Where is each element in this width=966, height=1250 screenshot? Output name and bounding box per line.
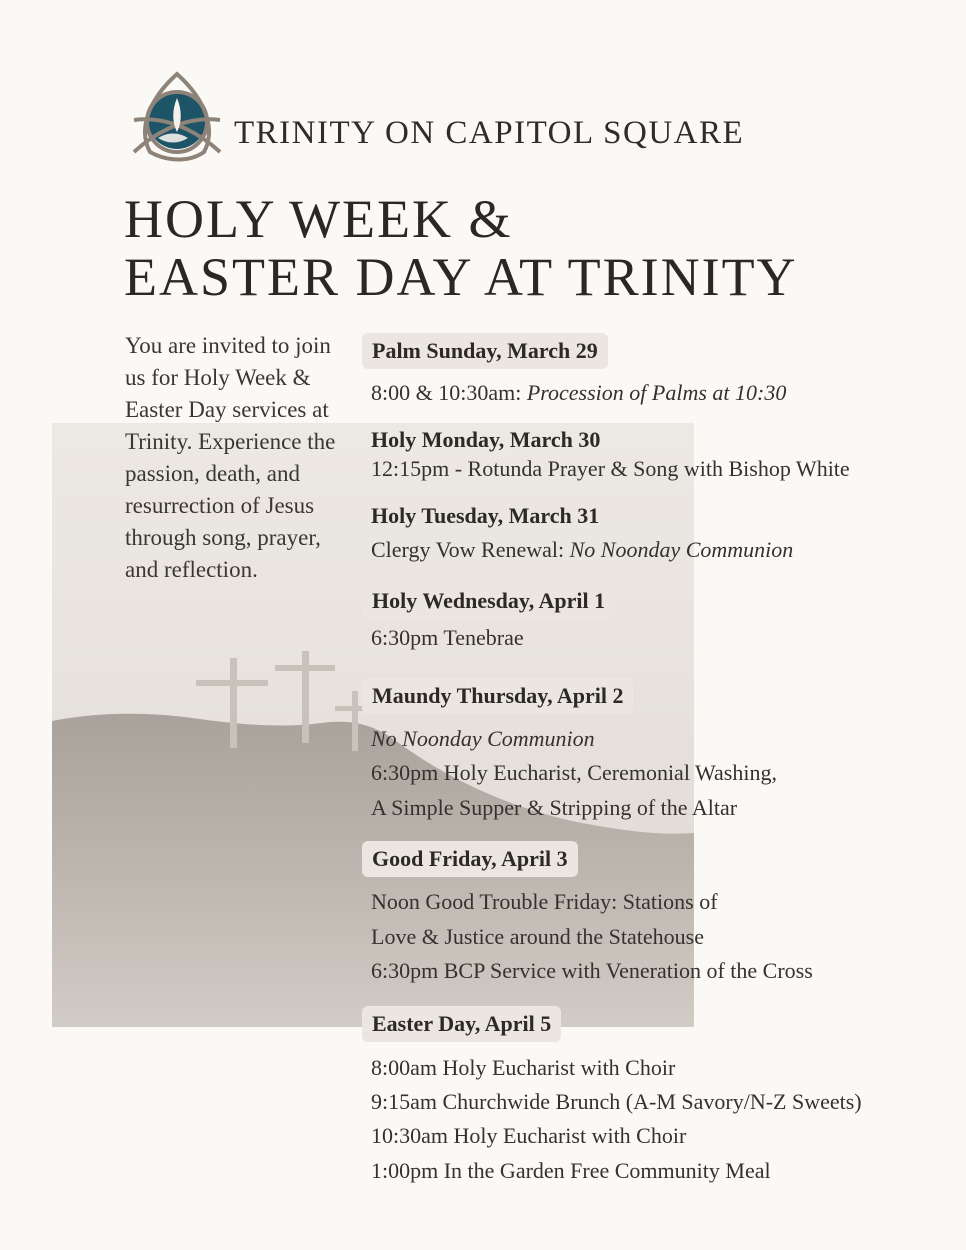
heading-maundy-thursday: Maundy Thursday, April 2 <box>362 678 633 714</box>
heading-holy-wednesday: Holy Wednesday, April 1 <box>362 583 615 619</box>
holy-tuesday-note: No Noonday Communion <box>569 537 794 562</box>
easter-day-line-3: 10:30am Holy Eucharist with Choir <box>371 1123 687 1148</box>
palm-sunday-line <box>371 380 786 406</box>
maundy-thursday-line-1: 6:30pm Holy Eucharist, Ceremonial Washing, <box>371 760 777 785</box>
holy-monday-line: 12:15pm - Rotunda Prayer & Song with Bishop White <box>371 456 850 481</box>
holy-wednesday-line: 6:30pm Tenebrae <box>371 625 524 650</box>
palm-sunday-time: 8:00 & 10:30am: <box>371 380 527 405</box>
heading-easter-day: Easter Day, April 5 <box>362 1006 561 1042</box>
holy-tuesday-text: Clergy Vow Renewal: <box>371 537 570 562</box>
good-friday-line-2: Love & Justice around the Statehouse <box>371 924 704 949</box>
intro-text: You are invited to join us for Holy Week & Easter Day services at Trinity. Experience the passion, death, and resurrection of Jesus through song, prayer, and reflection. <box>125 333 336 582</box>
easter-day-line-2: 9:15am Churchwide Brunch (A-M Savory/N-Z Sweets) <box>371 1089 862 1114</box>
good-friday-line-1: Noon Good Trouble Friday: Stations of <box>371 889 718 914</box>
palm-sunday-note: Procession of Palms at 10:30 <box>526 380 787 405</box>
maundy-thursday-note <box>371 726 595 752</box>
maundy-thursday-line-2: A Simple Supper & Stripping of the Altar <box>371 795 738 820</box>
heading-palm-sunday: Palm Sunday, March 29 <box>362 333 608 369</box>
heading-holy-tuesday: Holy Tuesday, March 31 <box>371 503 600 528</box>
easter-day-line-4: 1:00pm In the Garden Free Community Meal <box>371 1158 771 1183</box>
maundy-thursday-note-text: No Noonday Communion <box>371 726 595 751</box>
page-title: HOLY WEEK & EASTER DAY AT TRINITY <box>124 189 798 307</box>
triquetra-logo-icon <box>128 70 226 162</box>
easter-day-line-1: 8:00am Holy Eucharist with Choir <box>371 1055 676 1080</box>
heading-good-friday: Good Friday, April 3 <box>362 841 578 877</box>
holy-tuesday-line <box>371 537 793 563</box>
heading-holy-monday: Holy Monday, March 30 <box>371 427 601 452</box>
good-friday-line-3: 6:30pm BCP Service with Veneration of the Cross <box>371 958 813 983</box>
org-name: TRINITY ON CAPITOL SQUARE <box>234 115 745 151</box>
